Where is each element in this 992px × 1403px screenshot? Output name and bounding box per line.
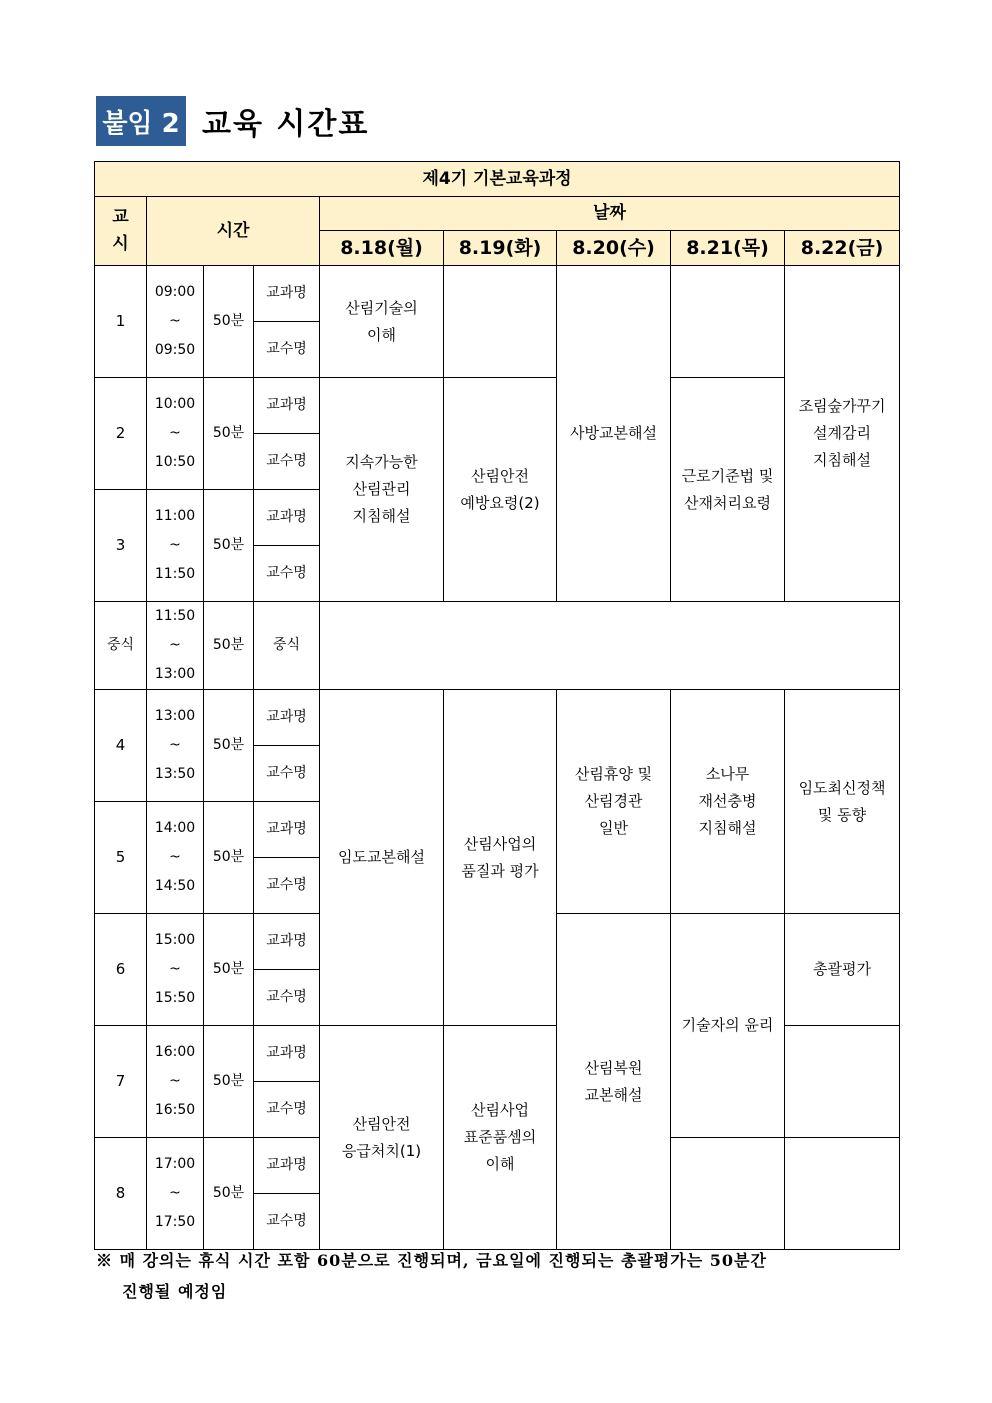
time-range: 13:00 ~ 13:50	[147, 690, 204, 802]
footnote-line-2: 진행될 예정임	[122, 1282, 228, 1301]
course-cell: 산림사업 표준품셈의 이해	[444, 1026, 557, 1250]
instructor-label: 교수명	[254, 434, 320, 490]
instructor-label: 교수명	[254, 546, 320, 602]
date-header: 8.19(화)	[444, 231, 557, 266]
subject-label: 교과명	[254, 1026, 320, 1082]
col-period-header: 교 시	[95, 197, 147, 266]
empty-cell	[671, 266, 785, 378]
period-number: 5	[95, 802, 147, 914]
period-number: 2	[95, 378, 147, 490]
empty-cell	[785, 1026, 900, 1138]
period-number: 3	[95, 490, 147, 602]
period-number: 4	[95, 690, 147, 802]
period-number: 8	[95, 1138, 147, 1250]
course-title: 제4기 기본교육과정	[95, 162, 900, 197]
course-cell: 임도최신정책 및 동향	[785, 690, 900, 914]
duration: 50분	[204, 690, 254, 802]
subject-label: 교과명	[254, 914, 320, 970]
duration: 50분	[204, 802, 254, 914]
course-cell: 산림휴양 및 산림경관 일반	[557, 690, 671, 914]
duration: 50분	[204, 490, 254, 602]
page-title: 교육 시간표	[202, 107, 370, 142]
subject-label: 교과명	[254, 378, 320, 434]
empty-cell	[785, 1138, 900, 1250]
duration: 50분	[204, 914, 254, 1026]
course-cell: 근로기준법 및 산재처리요령	[671, 378, 785, 602]
subject-label: 교과명	[254, 1138, 320, 1194]
course-cell: 산림안전 응급처치(1)	[320, 1026, 444, 1250]
col-time-header: 시간	[147, 197, 320, 266]
duration: 50분	[204, 1138, 254, 1250]
course-cell: 임도교본해설	[320, 690, 444, 1026]
instructor-label: 교수명	[254, 746, 320, 802]
lunch-label: 중식	[254, 602, 320, 690]
subject-label: 교과명	[254, 802, 320, 858]
time-range: 15:00 ~ 15:50	[147, 914, 204, 1026]
course-cell: 총괄평가	[785, 914, 900, 1026]
timetable	[94, 161, 900, 1250]
time-range: 16:00 ~ 16:50	[147, 1026, 204, 1138]
col-date-header: 날짜	[320, 197, 900, 231]
instructor-label: 교수명	[254, 858, 320, 914]
duration: 50분	[204, 1026, 254, 1138]
time-range: 10:00 ~ 10:50	[147, 378, 204, 490]
footnote-line-1: ※ 매 강의는 휴식 시간 포함 60분으로 진행되며, 금요일에 진행되는 총괄평가는 50분간	[96, 1251, 767, 1270]
instructor-label: 교수명	[254, 1082, 320, 1138]
course-cell: 소나무 재선충병 지침해설	[671, 690, 785, 914]
instructor-label: 교수명	[254, 1194, 320, 1250]
date-header: 8.18(월)	[320, 231, 444, 266]
time-range: 11:00 ~ 11:50	[147, 490, 204, 602]
time-range: 11:50 ~ 13:00	[147, 602, 204, 690]
time-range: 17:00 ~ 17:50	[147, 1138, 204, 1250]
lunch-span	[320, 602, 900, 690]
empty-cell	[671, 1138, 785, 1250]
course-cell: 산림안전 예방요령(2)	[444, 378, 557, 602]
course-cell: 사방교본해설	[557, 266, 671, 602]
course-cell: 산림사업의 품질과 평가	[444, 690, 557, 1026]
title-block	[96, 95, 369, 147]
empty-cell	[444, 266, 557, 378]
instructor-label: 교수명	[254, 970, 320, 1026]
course-cell: 기술자의 윤리	[671, 914, 785, 1138]
date-header: 8.21(목)	[671, 231, 785, 266]
date-header: 8.20(수)	[557, 231, 671, 266]
course-cell: 산림복원 교본해설	[557, 914, 671, 1250]
duration: 50분	[204, 266, 254, 378]
period-number: 6	[95, 914, 147, 1026]
duration: 50분	[204, 602, 254, 690]
subject-label: 교과명	[254, 266, 320, 322]
period-number: 7	[95, 1026, 147, 1138]
period-number: 1	[95, 266, 147, 378]
footnote	[96, 1245, 906, 1307]
course-cell: 산림기술의 이해	[320, 266, 444, 378]
date-header: 8.22(금)	[785, 231, 900, 266]
attachment-badge: 붙임 2	[96, 96, 186, 146]
course-cell: 지속가능한 산림관리 지침해설	[320, 378, 444, 602]
instructor-label: 교수명	[254, 322, 320, 378]
time-range: 14:00 ~ 14:50	[147, 802, 204, 914]
course-cell: 조림숲가꾸기 설계감리 지침해설	[785, 266, 900, 602]
subject-label: 교과명	[254, 490, 320, 546]
duration: 50분	[204, 378, 254, 490]
subject-label: 교과명	[254, 690, 320, 746]
lunch-label: 중식	[95, 602, 147, 690]
time-range: 09:00 ~ 09:50	[147, 266, 204, 378]
